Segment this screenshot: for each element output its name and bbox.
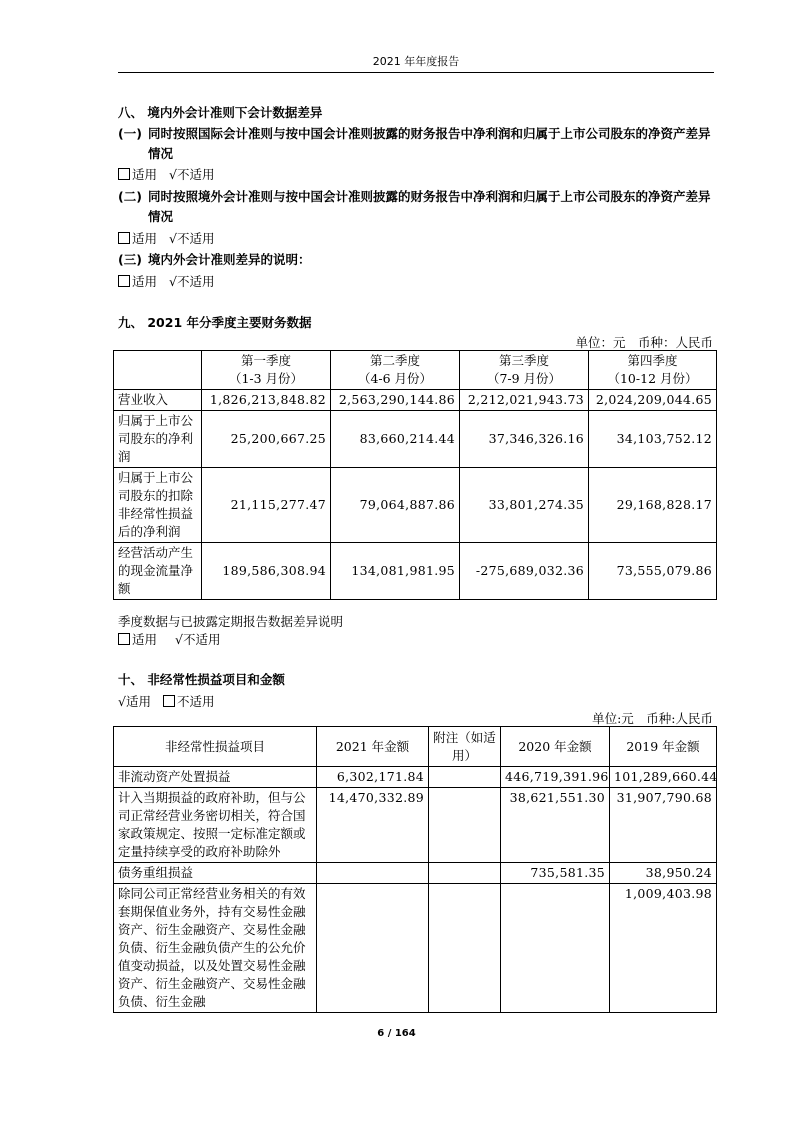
section-8-3-options (118, 272, 214, 290)
value-cell: 38,950.24 (610, 863, 717, 884)
quarterly-note-options (118, 630, 220, 648)
value-cell: 2,024,209,044.65 (589, 390, 717, 411)
checkbox-icon (163, 695, 175, 707)
item-cell: 计入当期损益的政府补助，但与公司正常经营业务密切相关，符合国家政策规定、按照一定标准定额或定量持续享受的政府补助除外 (114, 788, 317, 863)
value-cell: 31,907,790.68 (610, 788, 717, 863)
unit-label: 单位:元 币种:人民币 (592, 711, 713, 726)
option-applicable-checked: √适用 (118, 694, 151, 709)
section-8-1-text: 同时按照国际会计准则与按中国会计准则披露的财务报告中净利润和归属于上市公司股东的净资产差异情况 (148, 126, 711, 161)
table-row (114, 884, 717, 1013)
option-applicable: 适用 (132, 167, 158, 182)
column-header: 2020 年金额 (501, 727, 610, 767)
option-applicable: 适用 (132, 231, 158, 246)
section-10-title: 十、 非经常性损益项目和金额 (118, 672, 285, 687)
table-row (114, 390, 717, 411)
section-8-2 (118, 187, 714, 227)
item-cell: 非流动资产处置损益 (114, 767, 317, 788)
table-row (114, 767, 717, 788)
section-8-1-num: (一) (118, 126, 142, 141)
table-row (114, 411, 717, 468)
option-applicable: 适用 (132, 274, 158, 289)
unit-label: 单位：元 币种：人民币 (575, 335, 713, 350)
table-corner-cell (114, 351, 202, 390)
checkbox-icon (118, 232, 130, 244)
value-cell: 1,826,213,848.82 (202, 390, 331, 411)
item-cell: 除同公司正常经营业务相关的有效套期保值业务外，持有交易性金融资产、衍生金融资产、交易性金融负债、衍生金融负债产生的公允价值变动损益，以及处置交易性金融资产、衍生金融资产、交易性金融负债、衍生金融 (114, 884, 317, 1013)
column-header: 2019 年金额 (610, 727, 717, 767)
header-rule (118, 72, 714, 73)
section-8-1 (118, 124, 714, 164)
section-10-options (118, 692, 214, 710)
value-cell (317, 863, 429, 884)
value-cell: 1,009,403.98 (610, 884, 717, 1013)
value-cell: 25,200,667.25 (202, 411, 331, 468)
value-cell: 73,555,079.86 (589, 543, 717, 600)
table-row (114, 543, 717, 600)
column-header: 第四季度 （10-12 月份） (589, 351, 717, 390)
row-label: 经营活动产生的现金流量净额 (114, 543, 202, 600)
value-cell: 446,719,391.96 (501, 767, 610, 788)
value-cell: 21,115,277.47 (202, 468, 331, 543)
column-header: 非经常性损益项目 (114, 727, 317, 767)
value-cell: 735,581.35 (501, 863, 610, 884)
option-not-applicable: √不适用 (169, 167, 215, 182)
table-row (114, 468, 717, 543)
column-header: 第二季度 （4-6 月份） (331, 351, 460, 390)
value-cell: 2,212,021,943.73 (460, 390, 589, 411)
non-recurring-table (113, 726, 717, 1013)
row-label: 归属于上市公司股东的净利润 (114, 411, 202, 468)
section-9-title: 九、 2021 年分季度主要财务数据 (118, 315, 312, 330)
table-header-row (114, 727, 717, 767)
checkbox-icon (118, 168, 130, 180)
value-cell: 14,470,332.89 (317, 788, 429, 863)
value-cell: 134,081,981.95 (331, 543, 460, 600)
note-cell (429, 767, 501, 788)
value-cell: 29,168,828.17 (589, 468, 717, 543)
value-cell: 189,586,308.94 (202, 543, 331, 600)
item-cell: 债务重组损益 (114, 863, 317, 884)
note-cell (429, 884, 501, 1013)
option-not-applicable: √不适用 (169, 274, 215, 289)
checkbox-icon (118, 633, 130, 645)
value-cell: 33,801,274.35 (460, 468, 589, 543)
column-header: 附注（如适用） (429, 727, 501, 767)
value-cell: 2,563,290,144.86 (331, 390, 460, 411)
column-header: 第一季度 （1-3 月份） (202, 351, 331, 390)
table-row (114, 863, 717, 884)
note-cell (429, 788, 501, 863)
row-label: 归属于上市公司股东的扣除非经常性损益后的净利润 (114, 468, 202, 543)
quarterly-table (113, 350, 717, 600)
value-cell: 34,103,752.12 (589, 411, 717, 468)
row-label: 营业收入 (114, 390, 202, 411)
value-cell (501, 884, 610, 1013)
option-not-applicable: 不适用 (176, 694, 215, 709)
value-cell: 6,302,171.84 (317, 767, 429, 788)
section-8-2-num: (二) (118, 189, 142, 204)
section-8-2-options (118, 229, 214, 247)
option-not-applicable: √不适用 (175, 632, 221, 647)
value-cell: 38,621,551.30 (501, 788, 610, 863)
option-applicable: 适用 (132, 632, 158, 647)
value-cell: 83,660,214.44 (331, 411, 460, 468)
column-header: 第三季度 （7-9 月份） (460, 351, 589, 390)
value-cell: 79,064,887.86 (331, 468, 460, 543)
value-cell: 101,289,660.44 (610, 767, 717, 788)
checkbox-icon (118, 275, 130, 287)
table-row (114, 788, 717, 863)
section-8-title: 八、 境内外会计准则下会计数据差异 (118, 105, 323, 120)
section-8-2-text: 同时按照境外会计准则与按中国会计准则披露的财务报告中净利润和归属于上市公司股东的净资产差异情况 (148, 189, 711, 224)
value-cell: 37,346,326.16 (460, 411, 589, 468)
note-cell (429, 863, 501, 884)
section-8-3-num: (三) (118, 252, 142, 267)
column-header: 2021 年金额 (317, 727, 429, 767)
value-cell: -275,689,032.36 (460, 543, 589, 600)
quarterly-note: 季度数据与已披露定期报告数据差异说明 (118, 614, 344, 629)
option-not-applicable: √不适用 (169, 231, 215, 246)
section-8-3 (118, 250, 714, 270)
value-cell (317, 884, 429, 1013)
table-header-row (114, 351, 717, 390)
section-8-1-options (118, 165, 214, 183)
page-header: 2021 年年度报告 (372, 55, 460, 68)
section-8-3-text: 境内外会计准则差异的说明： (148, 252, 311, 267)
page-number: 6 / 164 (377, 1028, 416, 1039)
